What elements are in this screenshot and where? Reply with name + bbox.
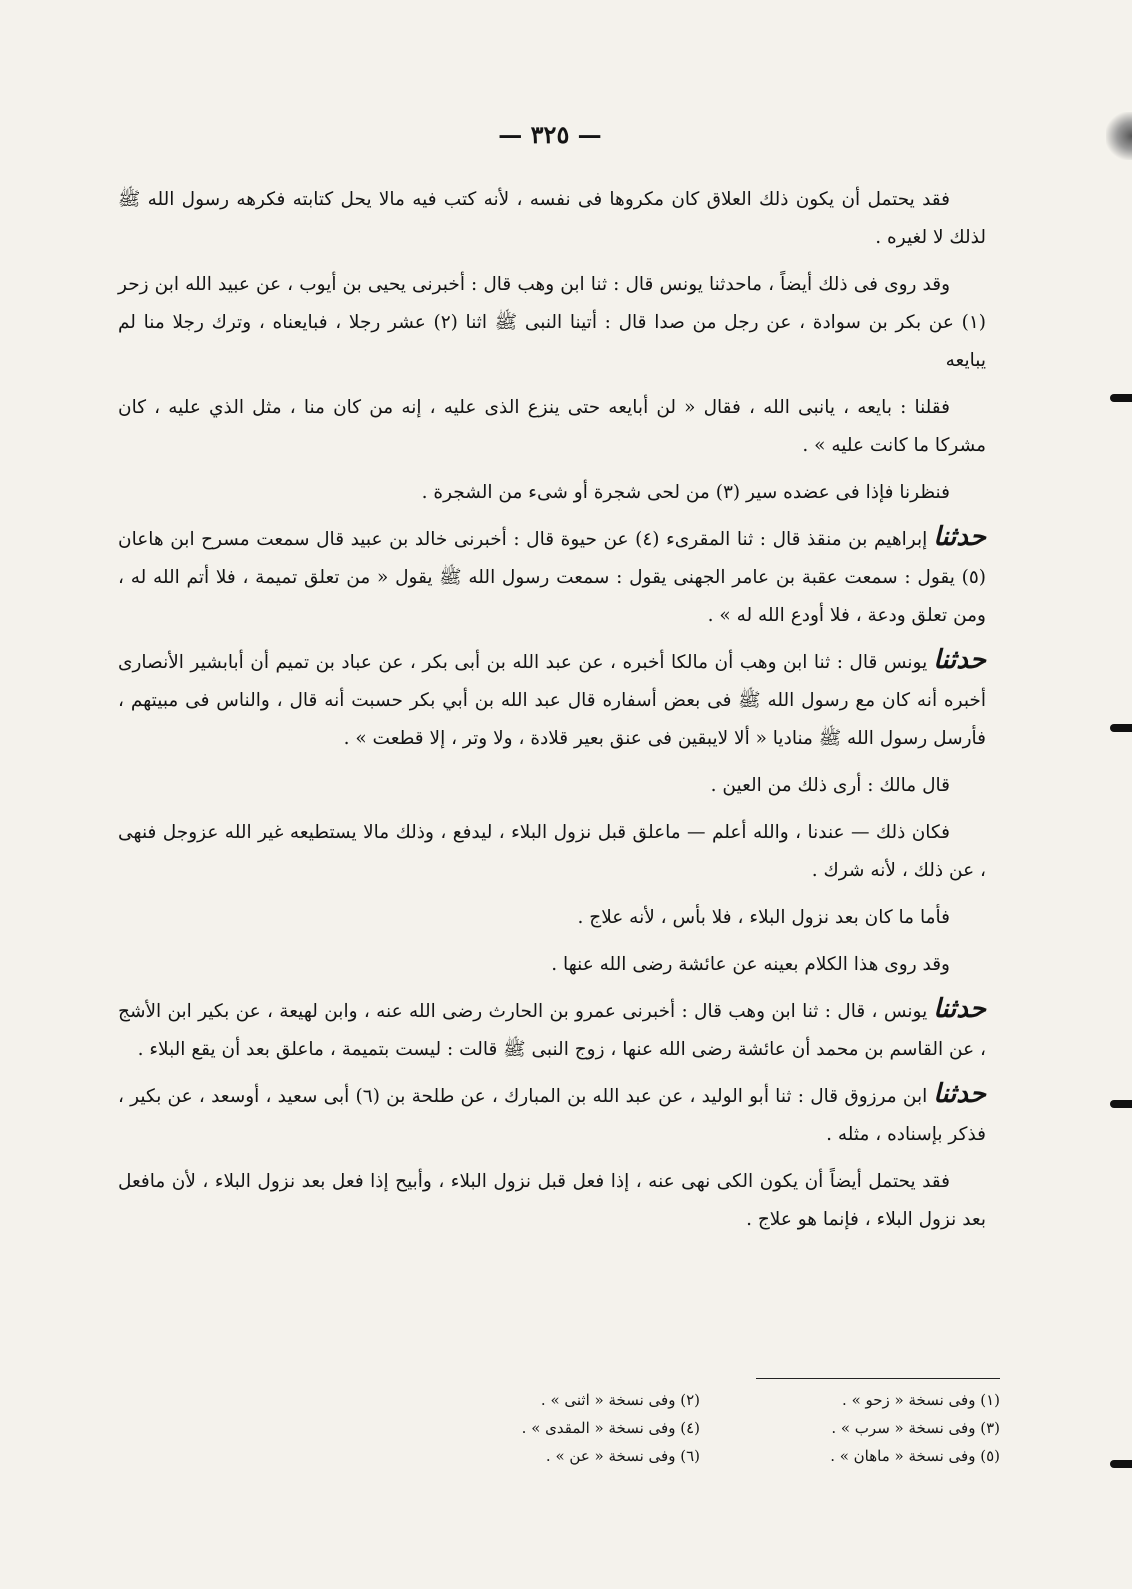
paragraph-text: يونس ، قال : ثنا ابن وهب قال : أخبرنى عمرو بن الحارث رضى الله عنه ، وابن لهيعة ، عن بكير ابن الأشج ، عن القاسم بن محمد أن عائشة رضى الله عنها ، زوج النبى ﷺ قالت : ليست بتميمة ، ماعلق بعد أن يقع البلاء .: [118, 1001, 986, 1060]
footnote: (٢) وفى نسخة « اثنى » .: [540, 1391, 700, 1409]
paragraph: [118, 263, 986, 380]
paragraph-text: فقد يحتمل أيضاً أن يكون الكى نهى عنه ، إذا فعل قبل نزول البلاء ، وأبيح إذا فعل بعد نزول البلاء ، لأن مافعل بعد نزول البلاء ، فإنما هو علاج .: [118, 1171, 986, 1230]
paragraph-text: إبراهيم بن منقذ قال : ثنا المقرىء (٤) عن حيوة قال : أخبرنى خالد بن عبيد قال سمعت مسرح ابن هاعان (٥) يقول : سمعت عقبة بن عامر الجهنى يقول : سمعت رسول الله ﷺ يقول « من تعلق تميمة ، فلا أتم الله له ، ومن تعلق ودعة ، فلا أودع الله له » .: [118, 529, 986, 626]
footnote-divider: [756, 1378, 1000, 1379]
paragraph: [118, 943, 986, 984]
paragraph: [118, 518, 986, 635]
paragraph: [118, 1075, 986, 1154]
paragraph: [118, 1160, 986, 1239]
paragraph-text: فنظرنا فإذا فى عضده سير (٣) من لحى شجرة أو شىء من الشجرة .: [421, 482, 950, 503]
footnote: (٥) وفى نسخة « ماهان » .: [830, 1447, 1000, 1465]
paragraph: [118, 764, 986, 805]
scan-edge-mark: [1110, 1100, 1132, 1108]
paragraph: [118, 990, 986, 1069]
hadith-header: حدثنا: [933, 522, 986, 552]
footnote: (٣) وفى نسخة « سرب » .: [831, 1419, 1000, 1437]
footnotes: [300, 1386, 1000, 1470]
scan-edge-smudge: [1106, 112, 1132, 160]
paragraph: [118, 641, 986, 758]
hadith-header: حدثنا: [933, 645, 986, 675]
paragraph-text: قال مالك : أرى ذلك من العين .: [710, 775, 950, 796]
paragraph-text: فقد يحتمل أن يكون ذلك العلاق كان مكروها فى نفسه ، لأنه كتب فيه مالا يحل كتابته فكرهه رسول الله ﷺ لذلك لا لغيره .: [118, 189, 986, 248]
scan-edge-mark: [1110, 1460, 1132, 1468]
paragraph: [118, 471, 986, 512]
paragraph: [118, 811, 986, 890]
footnotes-right-column: [770, 1386, 1000, 1470]
footnotes-left-column: [470, 1386, 700, 1470]
hadith-header: حدثنا: [933, 994, 986, 1024]
page-number: — ٣٢٥ —: [498, 120, 602, 149]
paragraph: [118, 386, 986, 465]
paragraph: [118, 178, 986, 257]
main-text: [118, 178, 986, 1245]
footnote: (١) وفى نسخة « زحو » .: [842, 1391, 1000, 1409]
scan-edge-mark: [1110, 394, 1132, 402]
paragraph-text: وقد روى فى ذلك أيضاً ، ماحدثنا يونس قال : ثنا ابن وهب قال : أخبرنى يحيى بن أيوب ، عن عبيد الله ابن زحر (١) عن بكر بن سوادة ، عن رجل من صدا قال : أتينا النبى ﷺ اثنا (٢) عشر رجلا ، فبايعناه ، وترك رجلا منا لم يبايعه: [118, 274, 986, 371]
paragraph-text: يونس قال : ثنا ابن وهب أن مالكا أخبره ، عن عبد الله بن أبى بكر ، عن عباد بن تميم أن أبابشير الأنصارى أخبره أنه كان مع رسول الله ﷺ فى بعض أسفاره قال عبد الله بن أبي بكر حسبت أنه قال ، والناس فى مبيتهم ، فأرسل رسول الله ﷺ مناديا « ألا لايبقين فى عنق بعير قلادة ، ولا وتر ، إلا قطعت » .: [118, 652, 986, 749]
scan-edge-mark: [1110, 724, 1132, 732]
footnote: (٤) وفى نسخة « المقدى » .: [521, 1419, 700, 1437]
hadith-header: حدثنا: [933, 1079, 987, 1109]
paragraph: [118, 896, 986, 937]
paragraph-text: فأما ما كان بعد نزول البلاء ، فلا بأس ، لأنه علاج .: [577, 907, 950, 928]
footnote: (٦) وفى نسخة « عن » .: [545, 1447, 700, 1465]
paragraph-text: ابن مرزوق قال : ثنا أبو الوليد ، عن عبد الله بن المبارك ، عن طلحة بن (٦) أبى سعيد ، أوسعد ، عن بكير ، فذكر بإسناده ، مثله .: [118, 1086, 986, 1145]
paragraph-text: فقلنا : بايعه ، يانبى الله ، فقال « لن أبايعه حتى ينزع الذى عليه ، إنه من كان منا ، مثل الذي عليه ، كان مشركا ما كانت عليه » .: [118, 397, 986, 456]
paragraph-text: فكان ذلك — عندنا ، والله أعلم — ماعلق قبل نزول البلاء ، ليدفع ، وذلك مالا يستطيعه غير الله عزوجل فنهى ، عن ذلك ، لأنه شرك .: [118, 822, 986, 881]
paragraph-text: وقد روى هذا الكلام بعينه عن عائشة رضى الله عنها .: [551, 954, 950, 975]
